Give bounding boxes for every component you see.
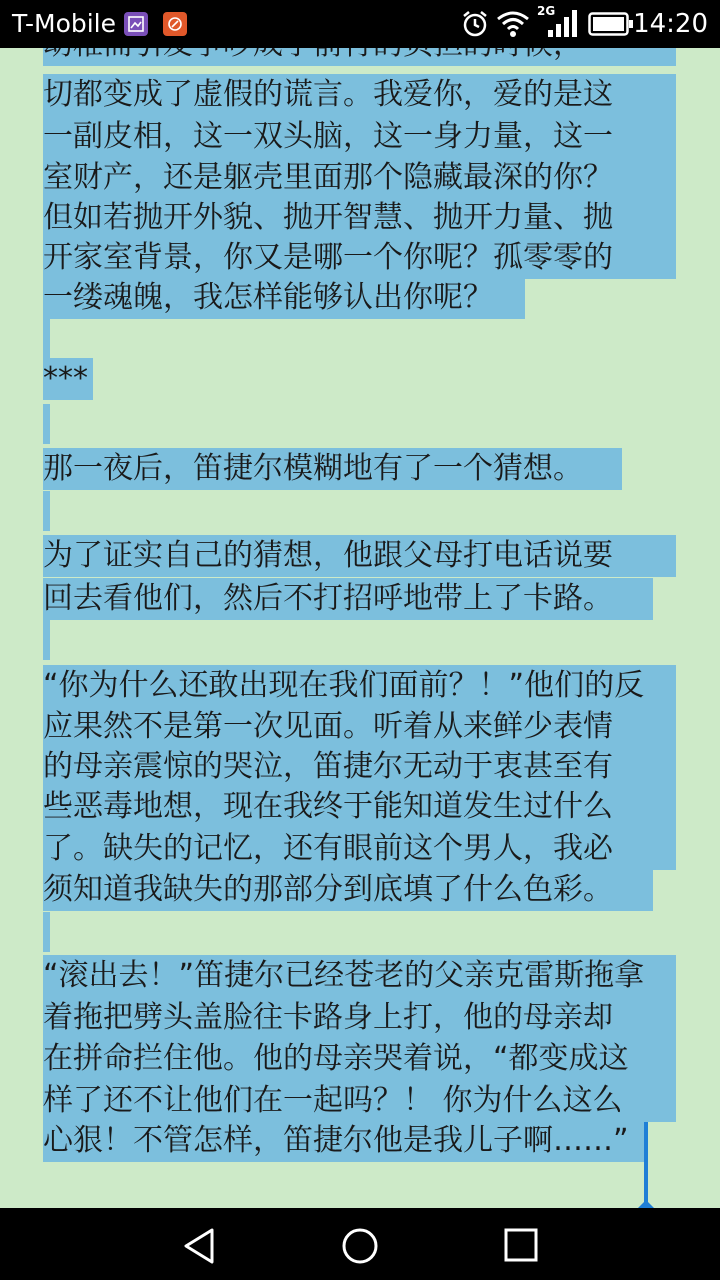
text-line[interactable]: 开家室背景，你又是哪一个你呢？孤零零的 (43, 237, 676, 279)
selected-blank-line (43, 404, 50, 444)
text-line[interactable]: 回去看他们，然后不打招呼地带上了卡路。 (43, 578, 653, 620)
selected-blank-line (43, 491, 50, 531)
text-line[interactable]: 须知道我缺失的那部分到底填了什么色彩。 (43, 869, 653, 911)
selection-end-handle[interactable] (644, 1122, 648, 1202)
network-type-label: 2G (537, 4, 556, 18)
text-line[interactable]: 着拖把劈头盖脸往卡路身上打，他的母亲却 (43, 997, 676, 1039)
signal-icon (546, 10, 578, 42)
selected-blank-line (43, 912, 50, 952)
text-line[interactable]: 切都变成了虚假的谎言。我爱你，爱的是这 (43, 74, 676, 116)
battery-icon (588, 12, 634, 40)
navigation-bar (0, 1208, 720, 1280)
text-line[interactable]: 应果然不是第一次见面。听着从来鲜少表情 (43, 706, 676, 748)
selected-blank-line (43, 319, 50, 359)
home-icon[interactable] (340, 1226, 380, 1266)
text-line[interactable]: 但如若抛开外貌、抛开智慧、抛开力量、抛 (43, 197, 676, 239)
text-line[interactable]: “你为什么还敢出现在我们面前？！”他们的反 (43, 665, 676, 707)
text-line[interactable]: “滚出去！”笛捷尔已经苍老的父亲克雷斯拖拿 (43, 955, 676, 997)
text-line[interactable]: 在拼命拦住他。他的母亲哭着说，“都变成这 (43, 1038, 676, 1080)
text-line[interactable]: 为了证实自己的猜想，他跟父母打电话说要 (43, 535, 676, 577)
text-line[interactable]: 那一夜后，笛捷尔模糊地有了一个猜想。 (43, 448, 622, 490)
text-line[interactable]: 了。缺失的记忆，还有眼前这个男人，我必 (43, 828, 676, 870)
gallery-notification-icon (124, 12, 148, 36)
status-bar (0, 0, 720, 48)
text-line[interactable]: 的母亲震惊的哭泣，笛捷尔无动于衷甚至有 (43, 746, 676, 788)
text-line[interactable]: 室财产，还是躯壳里面那个隐藏最深的你？ (43, 157, 676, 199)
recents-icon[interactable] (502, 1226, 542, 1266)
alarm-icon (460, 9, 490, 43)
text-line[interactable]: 一缕魂魄，我怎样能够认出你呢？ (43, 277, 525, 319)
text-line[interactable]: 样了还不让他们在一起吗？！ 你为什么这么 (43, 1080, 676, 1122)
section-break[interactable]: *** (43, 358, 93, 400)
back-icon[interactable] (180, 1226, 220, 1266)
text-line[interactable]: 心狠！不管怎样，笛捷尔他是我儿子啊……” (43, 1120, 644, 1162)
app-notification-icon (163, 12, 187, 36)
text-line[interactable]: 一副皮相，这一双头脑，这一身力量，这一 (43, 116, 676, 158)
text-line[interactable]: 些恶毒地想，现在我终于能知道发生过什么 (43, 786, 676, 828)
clock: 14:20 (633, 9, 708, 39)
selected-blank-line (43, 620, 50, 660)
wifi-icon (496, 9, 530, 43)
carrier-label: T-Mobile (12, 9, 117, 38)
